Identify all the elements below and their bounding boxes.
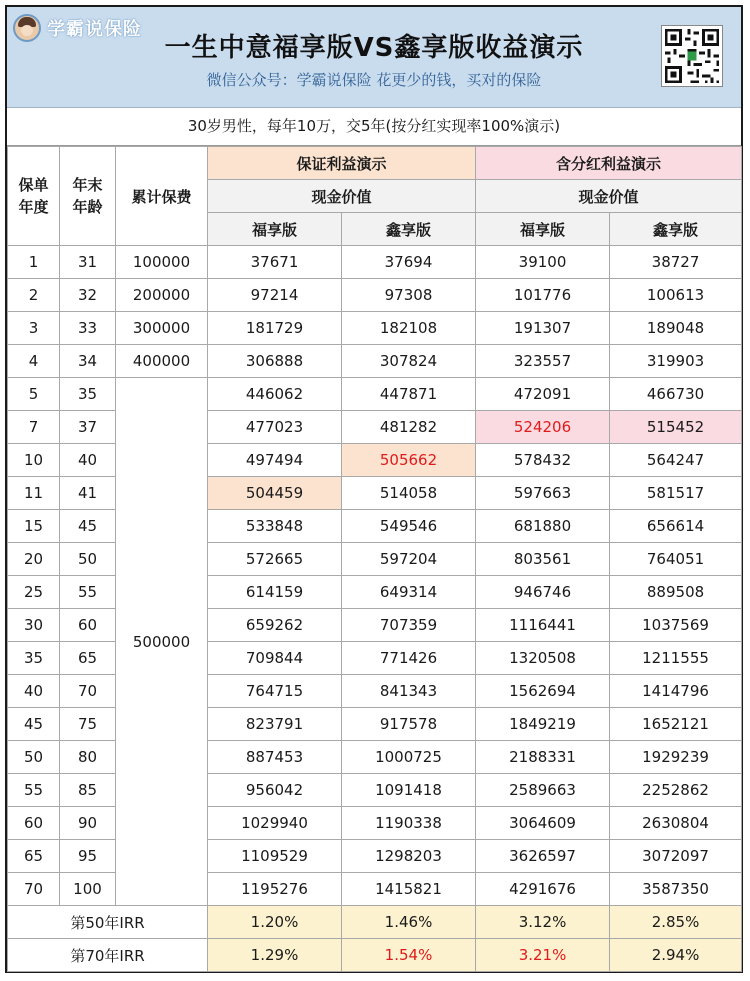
cell-dividend-b: 466730 bbox=[610, 378, 742, 411]
cell-guaranteed-b: 841343 bbox=[342, 675, 476, 708]
irr-dividend-b: 2.94% bbox=[610, 939, 742, 972]
irr-guaranteed-a: 1.20% bbox=[208, 906, 342, 939]
cell-dividend-a: 946746 bbox=[476, 576, 610, 609]
cell-guaranteed-a: 572665 bbox=[208, 543, 342, 576]
cell-year: 30 bbox=[8, 609, 60, 642]
header-plan-a-guaranteed: 福享版 bbox=[208, 213, 342, 246]
cell-guaranteed-b: 1000725 bbox=[342, 741, 476, 774]
cell-guaranteed-a: 181729 bbox=[208, 312, 342, 345]
irr-label: 第70年IRR bbox=[8, 939, 208, 972]
table-row bbox=[8, 246, 742, 279]
scenario-caption: 30岁男性，每年10万，交5年(按分红实现率100%演示) bbox=[7, 107, 741, 146]
cell-age: 70 bbox=[60, 675, 116, 708]
cell-guaranteed-b: 182108 bbox=[342, 312, 476, 345]
cell-dividend-a: 4291676 bbox=[476, 873, 610, 906]
cell-premium: 400000 bbox=[116, 345, 208, 378]
cell-guaranteed-b: 37694 bbox=[342, 246, 476, 279]
cell-dividend-a: 578432 bbox=[476, 444, 610, 477]
cell-guaranteed-b: 1298203 bbox=[342, 840, 476, 873]
cell-guaranteed-b: 597204 bbox=[342, 543, 476, 576]
header-plan-b-dividend: 鑫享版 bbox=[610, 213, 742, 246]
cell-guaranteed-b: 707359 bbox=[342, 609, 476, 642]
cell-dividend-a: 323557 bbox=[476, 345, 610, 378]
cell-age: 100 bbox=[60, 873, 116, 906]
cell-guaranteed-b: 771426 bbox=[342, 642, 476, 675]
irr-dividend-a: 3.12% bbox=[476, 906, 610, 939]
cell-age: 32 bbox=[60, 279, 116, 312]
cell-age: 34 bbox=[60, 345, 116, 378]
cell-guaranteed-b: 447871 bbox=[342, 378, 476, 411]
table-row bbox=[8, 312, 742, 345]
cell-guaranteed-b: 549546 bbox=[342, 510, 476, 543]
cell-age: 33 bbox=[60, 312, 116, 345]
cell-dividend-b: 1929239 bbox=[610, 741, 742, 774]
cell-year: 11 bbox=[8, 477, 60, 510]
irr-row-50 bbox=[8, 906, 742, 939]
cell-dividend-a: 1320508 bbox=[476, 642, 610, 675]
cell-dividend-a: 2589663 bbox=[476, 774, 610, 807]
cell-guaranteed-a: 614159 bbox=[208, 576, 342, 609]
cell-dividend-b: 889508 bbox=[610, 576, 742, 609]
table-row bbox=[8, 279, 742, 312]
irr-label: 第50年IRR bbox=[8, 906, 208, 939]
cell-dividend-b: 2252862 bbox=[610, 774, 742, 807]
cell-guaranteed-a: 764715 bbox=[208, 675, 342, 708]
cell-age: 85 bbox=[60, 774, 116, 807]
cell-guaranteed-a: 37671 bbox=[208, 246, 342, 279]
irr-guaranteed-a: 1.29% bbox=[208, 939, 342, 972]
cell-year: 10 bbox=[8, 444, 60, 477]
cell-age: 60 bbox=[60, 609, 116, 642]
cell-dividend-b: 1414796 bbox=[610, 675, 742, 708]
cell-guaranteed-b: 917578 bbox=[342, 708, 476, 741]
cell-guaranteed-a: 446062 bbox=[208, 378, 342, 411]
cell-guaranteed-b: 1190338 bbox=[342, 807, 476, 840]
cell-guaranteed-a: 1195276 bbox=[208, 873, 342, 906]
cell-year: 45 bbox=[8, 708, 60, 741]
header-cash-value-guaranteed: 现金价值 bbox=[208, 180, 476, 213]
cell-age: 37 bbox=[60, 411, 116, 444]
cell-dividend-b: 564247 bbox=[610, 444, 742, 477]
cell-guaranteed-a: 956042 bbox=[208, 774, 342, 807]
cell-year: 4 bbox=[8, 345, 60, 378]
cell-year: 3 bbox=[8, 312, 60, 345]
cell-age: 75 bbox=[60, 708, 116, 741]
cell-guaranteed-a: 477023 bbox=[208, 411, 342, 444]
cell-dividend-a: 191307 bbox=[476, 312, 610, 345]
cell-guaranteed-a: 887453 bbox=[208, 741, 342, 774]
cell-year: 7 bbox=[8, 411, 60, 444]
cell-dividend-a: 1116441 bbox=[476, 609, 610, 642]
irr-dividend-b: 2.85% bbox=[610, 906, 742, 939]
cell-guaranteed-b: 1091418 bbox=[342, 774, 476, 807]
cell-dividend-b: 764051 bbox=[610, 543, 742, 576]
irr-guaranteed-b-highlight: 1.54% bbox=[342, 939, 476, 972]
cell-premium: 100000 bbox=[116, 246, 208, 279]
header-plan-b-guaranteed: 鑫享版 bbox=[342, 213, 476, 246]
irr-row-70 bbox=[8, 939, 742, 972]
cell-guaranteed-b: 481282 bbox=[342, 411, 476, 444]
cell-dividend-b: 1211555 bbox=[610, 642, 742, 675]
document-frame bbox=[5, 5, 743, 973]
cell-premium-merged: 500000 bbox=[116, 378, 208, 906]
cell-age: 40 bbox=[60, 444, 116, 477]
cell-guaranteed-a: 823791 bbox=[208, 708, 342, 741]
cell-dividend-b-highlight: 515452 bbox=[610, 411, 742, 444]
cell-dividend-a-highlight: 524206 bbox=[476, 411, 610, 444]
cell-year: 65 bbox=[8, 840, 60, 873]
table-row bbox=[8, 345, 742, 378]
cell-guaranteed-b-highlight: 505662 bbox=[342, 444, 476, 477]
cell-year: 60 bbox=[8, 807, 60, 840]
header-plan-a-dividend: 福享版 bbox=[476, 213, 610, 246]
cell-age: 55 bbox=[60, 576, 116, 609]
cell-year: 50 bbox=[8, 741, 60, 774]
cell-guaranteed-a: 1109529 bbox=[208, 840, 342, 873]
header-premium: 累计保费 bbox=[116, 147, 208, 246]
cell-age: 31 bbox=[60, 246, 116, 279]
cell-dividend-a: 2188331 bbox=[476, 741, 610, 774]
page-subtitle: 微信公众号：学霸说保险 花更少的钱，买对的保险 bbox=[206, 71, 542, 89]
cell-guaranteed-a-highlight: 504459 bbox=[208, 477, 342, 510]
cell-year: 20 bbox=[8, 543, 60, 576]
cell-premium: 200000 bbox=[116, 279, 208, 312]
header-guaranteed-group: 保证利益演示 bbox=[208, 147, 476, 180]
cell-guaranteed-a: 97214 bbox=[208, 279, 342, 312]
cell-age: 50 bbox=[60, 543, 116, 576]
cell-year: 25 bbox=[8, 576, 60, 609]
cell-dividend-a: 803561 bbox=[476, 543, 610, 576]
cell-dividend-b: 319903 bbox=[610, 345, 742, 378]
cell-year: 70 bbox=[8, 873, 60, 906]
cell-year: 2 bbox=[8, 279, 60, 312]
cell-dividend-b: 2630804 bbox=[610, 807, 742, 840]
cell-guaranteed-a: 497494 bbox=[208, 444, 342, 477]
cell-premium: 300000 bbox=[116, 312, 208, 345]
cell-year: 55 bbox=[8, 774, 60, 807]
header-banner bbox=[7, 7, 741, 108]
cell-guaranteed-b: 97308 bbox=[342, 279, 476, 312]
cell-guaranteed-a: 306888 bbox=[208, 345, 342, 378]
cell-guaranteed-b: 1415821 bbox=[342, 873, 476, 906]
cell-dividend-a: 39100 bbox=[476, 246, 610, 279]
cell-guaranteed-a: 709844 bbox=[208, 642, 342, 675]
cell-dividend-b: 3072097 bbox=[610, 840, 742, 873]
cell-age: 35 bbox=[60, 378, 116, 411]
cell-year: 40 bbox=[8, 675, 60, 708]
cell-year: 1 bbox=[8, 246, 60, 279]
benefit-table bbox=[7, 146, 742, 972]
cell-dividend-b: 100613 bbox=[610, 279, 742, 312]
cell-dividend-b: 3587350 bbox=[610, 873, 742, 906]
cell-year: 5 bbox=[8, 378, 60, 411]
cell-dividend-b: 38727 bbox=[610, 246, 742, 279]
cell-dividend-b: 1652121 bbox=[610, 708, 742, 741]
cell-guaranteed-b: 514058 bbox=[342, 477, 476, 510]
brand-logo-text: 学霸说保险 bbox=[47, 19, 142, 40]
cell-age: 80 bbox=[60, 741, 116, 774]
cell-dividend-b: 581517 bbox=[610, 477, 742, 510]
header-age: 年末 年龄 bbox=[60, 147, 116, 246]
cell-dividend-a: 681880 bbox=[476, 510, 610, 543]
cell-dividend-b: 189048 bbox=[610, 312, 742, 345]
cell-age: 95 bbox=[60, 840, 116, 873]
cell-guaranteed-a: 1029940 bbox=[208, 807, 342, 840]
irr-dividend-a-highlight: 3.21% bbox=[476, 939, 610, 972]
qr-code-icon bbox=[661, 25, 723, 87]
cell-dividend-a: 597663 bbox=[476, 477, 610, 510]
cell-dividend-a: 1562694 bbox=[476, 675, 610, 708]
cell-year: 35 bbox=[8, 642, 60, 675]
table-row bbox=[8, 378, 742, 411]
page-title: 一生中意福享版VS鑫享版收益演示 bbox=[164, 33, 584, 63]
cell-dividend-a: 1849219 bbox=[476, 708, 610, 741]
cell-age: 90 bbox=[60, 807, 116, 840]
cell-age: 65 bbox=[60, 642, 116, 675]
cell-dividend-a: 3626597 bbox=[476, 840, 610, 873]
header-dividend-group: 含分红利益演示 bbox=[476, 147, 742, 180]
cell-age: 45 bbox=[60, 510, 116, 543]
irr-guaranteed-b: 1.46% bbox=[342, 906, 476, 939]
cell-age: 41 bbox=[60, 477, 116, 510]
cell-dividend-b: 1037569 bbox=[610, 609, 742, 642]
cell-guaranteed-a: 659262 bbox=[208, 609, 342, 642]
cell-year: 15 bbox=[8, 510, 60, 543]
cell-dividend-a: 472091 bbox=[476, 378, 610, 411]
header-cash-value-dividend: 现金价值 bbox=[476, 180, 742, 213]
cell-guaranteed-a: 533848 bbox=[208, 510, 342, 543]
cell-dividend-b: 656614 bbox=[610, 510, 742, 543]
header-policy-year: 保单 年度 bbox=[8, 147, 60, 246]
cell-dividend-a: 3064609 bbox=[476, 807, 610, 840]
cell-guaranteed-b: 649314 bbox=[342, 576, 476, 609]
cell-dividend-a: 101776 bbox=[476, 279, 610, 312]
cell-guaranteed-b: 307824 bbox=[342, 345, 476, 378]
